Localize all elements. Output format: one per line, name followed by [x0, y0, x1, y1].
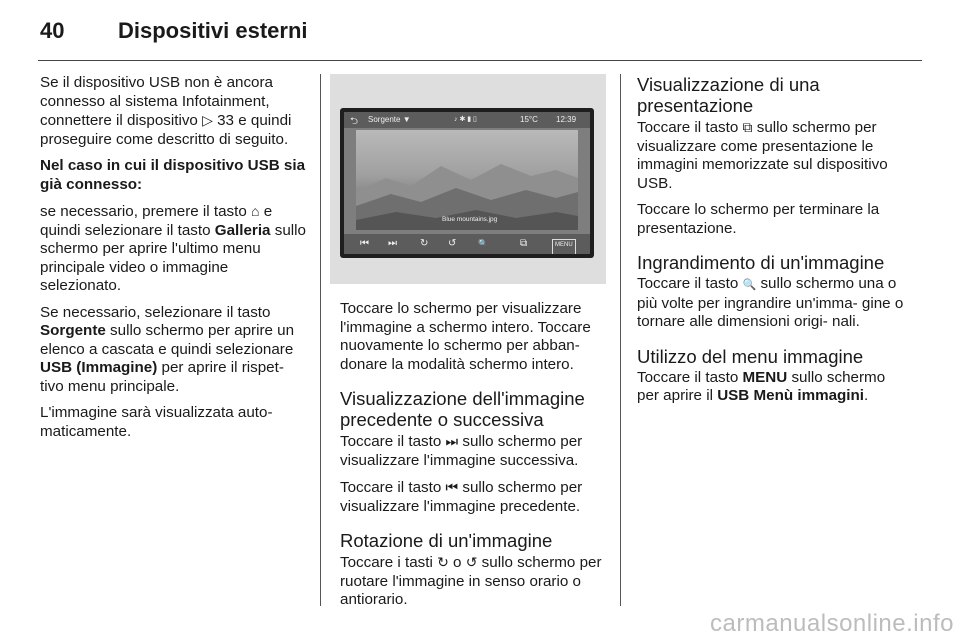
- rotate-counterclockwise-icon: ↺: [465, 554, 478, 570]
- page-header: [40, 18, 920, 58]
- section-rotate: [340, 530, 606, 610]
- status-icons: ♪ ✱ ▮ ▯: [454, 116, 477, 123]
- section-slideshow: [637, 74, 907, 238]
- back-icon[interactable]: ⮌: [350, 116, 359, 127]
- paragraph-previous: Toccare il tasto ⏮ sullo schermo per visualizzare l'immagine precedente.: [340, 479, 583, 515]
- paragraph-rotate: Toccare i tasti ↻ o ↺ sullo schermo per ruotare l'immagine in senso orario o antiorario.: [340, 554, 602, 608]
- temperature-readout: 15°C: [520, 115, 538, 124]
- screen-display: [344, 112, 590, 254]
- column-3: [637, 74, 907, 414]
- section-image-menu: [637, 346, 907, 406]
- column-divider-1: [320, 74, 321, 606]
- column-1: [40, 74, 306, 449]
- menu-label: MENU: [742, 368, 788, 386]
- page-title: Dispositivi esterni: [118, 18, 308, 43]
- menu-button[interactable]: MENU: [552, 239, 576, 254]
- heading-rotate: Rotazione di un'immagine: [340, 530, 553, 551]
- screen-control-bar: [344, 234, 590, 254]
- page-reference[interactable]: 33: [212, 112, 234, 129]
- sorgente-label: Sorgente: [40, 322, 106, 339]
- screen-top-bar: [344, 112, 590, 128]
- home-icon: ⌂: [251, 203, 260, 219]
- paragraph-next: Toccare il tasto ⏭ sullo schermo per visualizzare l'immagine successiva.: [340, 433, 583, 469]
- paragraph-usb-not-connected: Se il dispositivo USB non è ancora connesso al sistema Infotainment, connettere il dispositivo ▷ 33 e quindi proseguire come descritto di seguito.: [40, 74, 292, 148]
- zoom-icon[interactable]: 🔍: [478, 239, 488, 248]
- section-prev-next: [340, 388, 606, 516]
- subheading-usb-connected: Nel caso in cui il dispositivo USB sia già connesso:: [40, 157, 306, 193]
- mountain-photo[interactable]: [356, 130, 578, 230]
- slideshow-icon[interactable]: ⧉: [520, 238, 528, 249]
- rotate-counterclockwise-icon[interactable]: ↺: [448, 238, 457, 249]
- heading-prev-next: Visualizzazione dell'immagine precedente o successiva: [340, 388, 585, 430]
- next-icon: ⏭: [445, 433, 459, 449]
- heading-image-menu: Utilizzo del menu immagine: [637, 345, 864, 367]
- next-icon[interactable]: ⏭: [388, 238, 397, 249]
- mountain-silhouette: [356, 130, 578, 230]
- paragraph-slideshow-stop: Toccare lo schermo per terminare la presentazione.: [637, 201, 880, 237]
- column-2: [340, 300, 606, 618]
- heading-slideshow: Visualizzazione di una presentazione: [637, 74, 820, 116]
- usb-immagine-label: USB (Immagine): [40, 359, 158, 376]
- paragraph-zoom: Toccare il tasto 🔍 sullo schermo una o più volte per ingrandire un'imma- gine o tornare alle dimensioni origi- nali.: [637, 275, 904, 330]
- source-dropdown[interactable]: Sorgente ▼: [368, 115, 411, 124]
- paragraph-auto-display: L'immagine sarà visualizzata auto- maticamente.: [40, 404, 273, 440]
- infotainment-screen-illustration: [330, 74, 606, 284]
- page-number: 40: [40, 18, 65, 43]
- paragraph-sorgente: Se necessario, selezionare il tasto Sorgente sullo schermo per aprire un elenco a cascata e quindi selezionare USB (Immagine) per aprire il rispet- tivo menu principale.: [40, 303, 295, 395]
- heading-zoom: Ingrandimento di un'immagine: [637, 252, 885, 273]
- rotate-clockwise-icon: ↻: [437, 554, 449, 570]
- previous-icon[interactable]: ⏮: [360, 238, 369, 249]
- triangle-right-icon[interactable]: ▷: [202, 112, 213, 128]
- clock-readout: 12:39: [556, 115, 577, 124]
- slideshow-icon: ⧉: [742, 119, 753, 135]
- usb-menu-immagini-label: USB Menù immagini: [717, 387, 865, 404]
- watermark: carmanualsonline.info: [710, 610, 954, 637]
- paragraph-image-menu: Toccare il tasto MENU sullo schermo per aprire il USB Menù immagini.: [637, 368, 886, 404]
- header-rule: [38, 60, 922, 61]
- column-divider-2: [620, 74, 621, 606]
- rotate-clockwise-icon[interactable]: ↻: [420, 238, 429, 249]
- section-zoom: [637, 252, 907, 332]
- previous-icon: ⏮: [445, 479, 459, 495]
- paragraph-fullscreen: Toccare lo schermo per visualizzare l'immagine a schermo intero. Toccare nuovamente lo schermo per abban- donare la modalità schermo intero.: [340, 300, 591, 373]
- paragraph-home-galleria: se necessario, premere il tasto ⌂ e quindi selezionare il tasto Galleria sullo schermo per aprire l'ultimo menu principale video o immagine selezionato.: [40, 203, 306, 294]
- galleria-label: Galleria: [214, 221, 271, 239]
- photo-filename: Blue mountains.jpg: [442, 216, 498, 223]
- paragraph-slideshow-start: Toccare il tasto ⧉ sullo schermo per visualizzare come presentazione le immagini memorizzate sul dispositivo USB.: [637, 119, 888, 192]
- zoom-icon: 🔍: [742, 279, 757, 291]
- screen-bezel: [340, 108, 594, 258]
